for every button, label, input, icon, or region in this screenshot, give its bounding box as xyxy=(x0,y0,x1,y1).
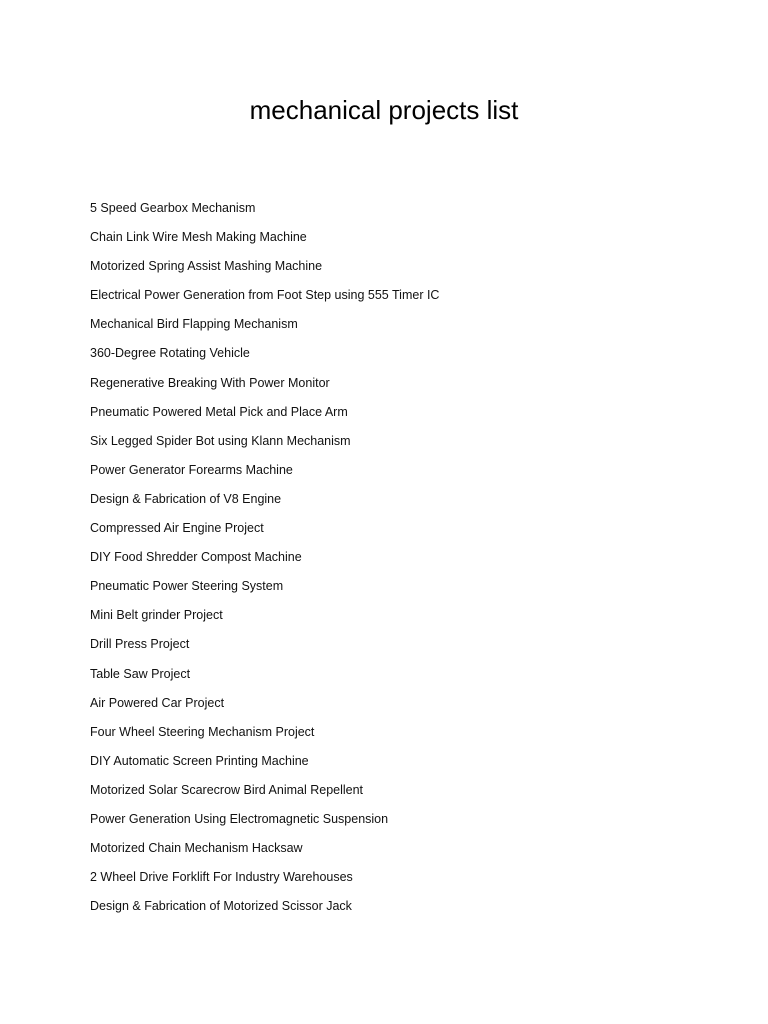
list-item: Table Saw Project xyxy=(90,666,191,681)
list-item: Design & Fabrication of V8 Engine xyxy=(90,491,282,506)
list-item: Motorized Solar Scarecrow Bird Animal Repellent xyxy=(90,782,364,797)
list-item: DIY Automatic Screen Printing Machine xyxy=(90,753,309,768)
list-item: Air Powered Car Project xyxy=(90,695,225,710)
list-item: Motorized Chain Mechanism Hacksaw xyxy=(90,841,303,856)
list-item: DIY Food Shredder Compost Machine xyxy=(90,550,302,565)
list-item: Mini Belt grinder Project xyxy=(90,608,223,623)
list-item: Power Generation Using Electromagnetic Suspension xyxy=(90,811,389,826)
list-item: Chain Link Wire Mesh Making Machine xyxy=(90,230,307,245)
page-title: mechanical projects list xyxy=(249,95,519,125)
list-item: Compressed Air Engine Project xyxy=(90,521,264,536)
list-item: 5 Speed Gearbox Mechanism xyxy=(90,201,256,215)
list-item: Pneumatic Power Steering System xyxy=(90,579,284,594)
list-item: Motorized Spring Assist Mashing Machine xyxy=(90,259,323,274)
list-item: Six Legged Spider Bot using Klann Mechanism xyxy=(90,433,351,448)
project-list xyxy=(90,198,439,925)
list-item: Design & Fabrication of Motorized Scissor Jack xyxy=(90,899,352,914)
list-item: Power Generator Forearms Machine xyxy=(90,462,293,477)
list-item: Mechanical Bird Flapping Mechanism xyxy=(90,317,298,332)
list-item: Pneumatic Powered Metal Pick and Place Arm xyxy=(90,404,348,419)
list-item: 360-Degree Rotating Vehicle xyxy=(90,346,250,361)
list-item: Regenerative Breaking With Power Monitor xyxy=(90,375,330,390)
list-item: 2 Wheel Drive Forklift For Industry Warehouses xyxy=(90,870,353,885)
list-item: Four Wheel Steering Mechanism Project xyxy=(90,724,315,739)
list-item: Electrical Power Generation from Foot Step using 555 Timer IC xyxy=(90,288,440,303)
list-item: Drill Press Project xyxy=(90,637,190,652)
